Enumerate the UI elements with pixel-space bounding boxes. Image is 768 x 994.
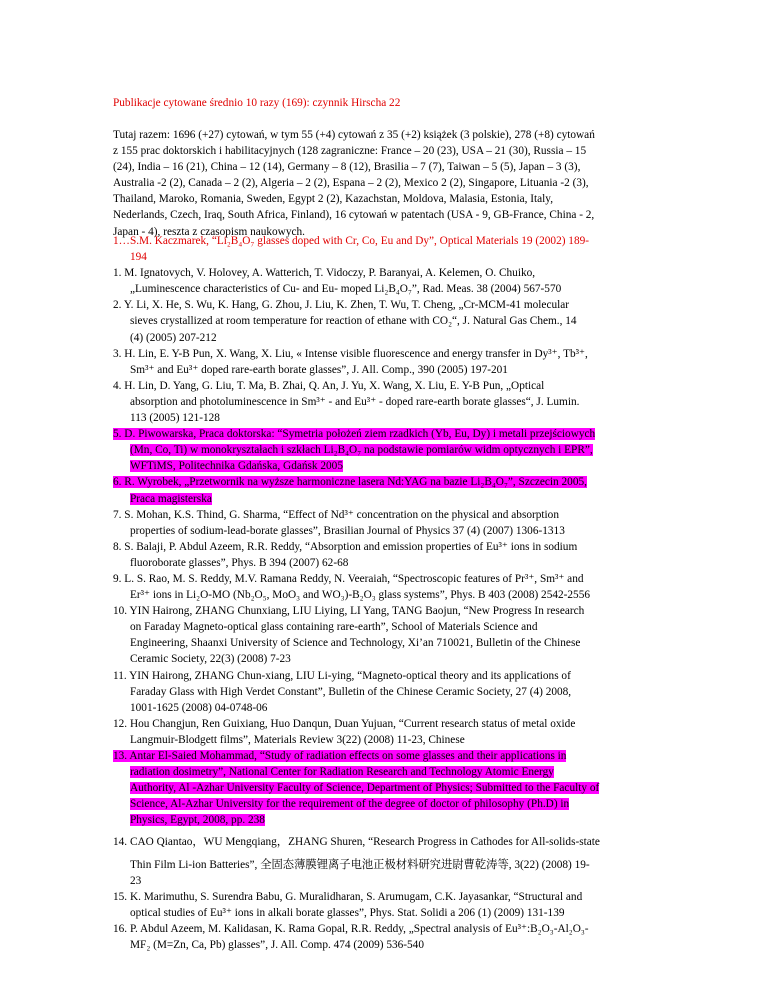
summary-line: (24), India – 16 (21), China – 12 (14), Germany – 8 (12), Brasilia – 7 (7), Taiwan – 5 (5), Japan – 3 (3), <box>113 161 581 174</box>
highlighted-text: Science, Al-Azhar University for the requirement of the degree of doctor of philosophy (Ph.D) in <box>130 798 570 811</box>
summary-line: Thailand, Maroko, Romania, Sweden, Egypt 2 (2), Kazachstan, Moldova, Malasia, Estonia, Italy, <box>113 193 554 206</box>
highlighted-text: (Mn, Co, Ti) w monokryształach i szkłach Li₂B₄O₇ na podstawie pomiarów widm optycznych i EPR”, <box>130 444 593 457</box>
highlighted-text: Authority, Al -Azhar University Faculty of Science, Department of Physics; Submitted to the Faculty of <box>130 782 600 795</box>
summary-paragraph <box>113 127 655 240</box>
citation-entry <box>113 748 655 828</box>
citation-line: MF₂ (M=Zn, Ca, Pb) glasses”, J. All. Comp. 474 (2009) 536-540 <box>130 939 424 952</box>
highlighted-text: WFTiMS, Politechnika Gdańska, Gdańsk 2005 <box>130 460 343 473</box>
citation-line: 2. Y. Li, X. He, S. Wu, K. Hang, G. Zhou, J. Liu, K. Zhen, T. Wu, T. Cheng, „Cr-MCM-41 molecular <box>113 299 570 312</box>
citation-line <box>113 764 655 780</box>
citation-line <box>113 748 655 764</box>
citation-entry <box>113 921 655 953</box>
citation-line: 10. YIN Hairong, ZHANG Chunxiang, LIU Liying, LI Yang, TANG Baojun, “New Progress In research <box>113 605 585 618</box>
highlighted-text: 13. Antar El-Saied Mohammad, “Study of radiation effects on some glasses and their applications in <box>113 750 567 762</box>
citation-line: 14. CAO Qiantao，WU Mengqiang，ZHANG Shuren, “Research Progress in Cathodes for All-solids-state <box>113 836 600 849</box>
citation-line: 113 (2005) 121-128 <box>130 412 220 425</box>
reference-list <box>113 233 655 953</box>
citation-line <box>113 474 655 490</box>
summary-line: Nederlands, Czech, Iraq, South Africa, Finland), 16 cytowań w patentach (USA - 9, GB-France, China - 2, <box>113 209 595 222</box>
highlighted-text: 5. D. Piwowarska, Praca doktorska: “Symetria położeń ziem rzadkich (Yb, Eu, Dy) i metali przejściowych <box>113 428 596 441</box>
citation-line: 1001-1625 (2008) 04-0748-06 <box>130 701 268 714</box>
citation-line: 15. K. Marimuthu, S. Surendra Babu, G. Muralidharan, S. Arumugam, C.K. Jayasankar, “Structural and <box>113 890 583 903</box>
citation-line: Er³⁺ ions in Li₂O-MO (Nb₂O₅, MoO₃ and WO₃)-B₂O₃ glass systems”, Phys. B 403 (2008) 2542-2556 <box>130 589 591 602</box>
citation-entry <box>113 889 655 921</box>
citation-line <box>113 491 655 507</box>
citation-line: 11. YIN Hairong, ZHANG Chun-xiang, LIU Li-ying, “Magneto-optical theory and its applications of <box>113 669 571 682</box>
main-reference-line: 1…S.M. Kaczmarek, “Li₂B₄O₇ glasses doped with Cr, Co, Eu and Dy”, Optical Materials 19 (2002) 189- <box>113 235 590 247</box>
document-header: Publikacje cytowane średnio 10 razy (169): czynnik Hirscha 22 <box>113 97 401 109</box>
citation-line: 4. H. Lin, D. Yang, G. Liu, T. Ma, B. Zhai, Q. An, J. Yu, X. Wang, X. Liu, E. Y-B Pun, „Optical <box>113 379 545 392</box>
citation-entry <box>113 603 655 667</box>
citation-entry <box>113 668 655 716</box>
citation-line: Engineering, Shaanxi University of Science and Technology, Xi’an 710021, Bulletin of the Chinese <box>130 637 581 650</box>
citation-entry <box>113 346 655 378</box>
citation-entry <box>113 265 655 297</box>
citation-line <box>113 442 655 458</box>
citation-line: 16. P. Abdul Azeem, M. Kalidasan, K. Rama Gopal, R.R. Reddy, „Spectral analysis of Eu³⁺:B₂O₃-Al₂O₃- <box>113 922 589 935</box>
summary-line: Tutaj razem: 1696 (+27) cytowań, w tym 55 (+4) cytowań z 35 (+2) książek (3 polskie), 278 (+8) cytowań <box>113 129 595 141</box>
citation-line: 9. L. S. Rao, M. S. Reddy, M.V. Ramana Reddy, N. Veeraiah, “Spectroscopic features of Pr³⁺, Sm³⁺ and <box>113 572 584 585</box>
citation-line: 7. S. Mohan, K.S. Thind, G. Sharma, “Effect of Nd³⁺ concentration on the physical and absorption <box>113 508 559 521</box>
citation-entry <box>113 539 655 571</box>
citation-entry <box>113 716 655 748</box>
highlighted-text: radiation dosimetry”, National Center for Radiation Research and Technology Atomic Energy <box>130 766 554 779</box>
citation-line: Sm³⁺ and Eu³⁺ doped rare-earth borate glasses”, J. All. Comp., 390 (2005) 197-201 <box>130 363 508 376</box>
citation-line: Faraday Glass with High Verdet Constant”, Bulletin of the Chinese Ceramic Society, 27 (4) 2008, <box>130 685 572 698</box>
citation-line: optical studies of Eu³⁺ ions in alkali borate glasses”, Phys. Stat. Solidi a 206 (1) (2009) 131-139 <box>130 906 565 919</box>
citation-line: 3. H. Lin, E. Y-B Pun, X. Wang, X. Liu, « Intense visible fluorescence and energy transfer in Dy³⁺, Tb³⁺, <box>113 347 588 360</box>
summary-line: Australia -2 (2), Canada – 2 (2), Algeria – 2 (2), Espana – 2 (2), Mexico 2 (2), Singapore, Lituania -2 (3), <box>113 177 589 190</box>
citation-line: 23 <box>130 874 142 887</box>
citation-line <box>113 796 655 812</box>
citation-entry <box>113 297 655 345</box>
citation-line <box>113 458 655 474</box>
citation-line: properties of sodium-lead-borate glasses”, Brasilian Journal of Physics 37 (4) (2007) 1306-1313 <box>130 524 565 537</box>
citation-line: on Faraday Magneto-optical glass containing rare-earth”, School of Materials Science and <box>130 621 538 634</box>
citation-entry <box>113 571 655 603</box>
highlighted-text: Physics, Egypt, 2008, pp. 238 <box>130 814 265 827</box>
citation-line: (4) (2005) 207-212 <box>130 331 217 344</box>
citation-entry <box>113 426 655 474</box>
citation-line: „Luminescence characteristics of Cu- and Eu- moped Li₂B₄O₇”, Rad. Meas. 38 (2004) 567-570 <box>130 283 562 296</box>
main-reference <box>113 233 655 265</box>
citation-entry <box>113 834 655 888</box>
highlighted-text: Praca magisterska <box>130 492 212 505</box>
citation-line <box>113 780 655 796</box>
highlighted-text: 6. R. Wyrobek, „Przetwornik na wyższe harmoniczne lasera Nd:YAG na bazie Li₂B₄O₇”, Szczecin 2005, <box>113 476 587 489</box>
summary-line: z 155 prac doktorskich i habilitacyjnych (128 zagraniczne: France – 20 (23), USA – 21 (30), Russia – 15 <box>113 145 587 158</box>
citation-line: Ceramic Society, 22(3) (2008) 7-23 <box>130 653 291 666</box>
summary-line: Japan - 4), reszta z czasopism naukowych. <box>113 225 305 238</box>
citation-line: 12. Hou Changjun, Ren Guixiang, Huo Danqun, Duan Yujuan, “Current research status of metal oxide <box>113 717 576 730</box>
main-reference-line: 194 <box>130 251 147 264</box>
citation-entry <box>113 507 655 539</box>
citation-list <box>113 265 655 953</box>
citation-entry <box>113 474 655 506</box>
citation-line: Langmuir-Blodgett films”, Materials Review 3(22) (2008) 11-23, Chinese <box>130 733 465 746</box>
citation-line: fluoroborate glasses”, Phys. B 394 (2007) 62-68 <box>130 556 349 569</box>
citation-line <box>113 812 655 828</box>
citation-line: 8. S. Balaji, P. Abdul Azeem, R.R. Reddy, “Absorption and emission properties of Eu³⁺ ions in sodium <box>113 540 578 553</box>
citation-line: absorption and photoluminescence in Sm³⁺ - and Eu³⁺ - doped rare-earth borate glasses“, J. Lumin. <box>130 395 580 408</box>
citation-entry <box>113 378 655 426</box>
citation-line: sieves crystallized at room temperature for reaction of ethane with CO₂“, J. Natural Gas Chem., 14 <box>130 315 577 328</box>
citation-line: Thin Film Li-ion Batteries”, 全固态薄膜锂离子电池正极材料研究进尉曹乾涛等, 3(22) (2008) 19- <box>130 858 590 871</box>
citation-line <box>113 426 655 442</box>
citation-line: 1. M. Ignatovych, V. Holovey, A. Watterich, T. Vidoczy, P. Baranyai, A. Kelemen, O. Chuiko, <box>113 267 536 280</box>
